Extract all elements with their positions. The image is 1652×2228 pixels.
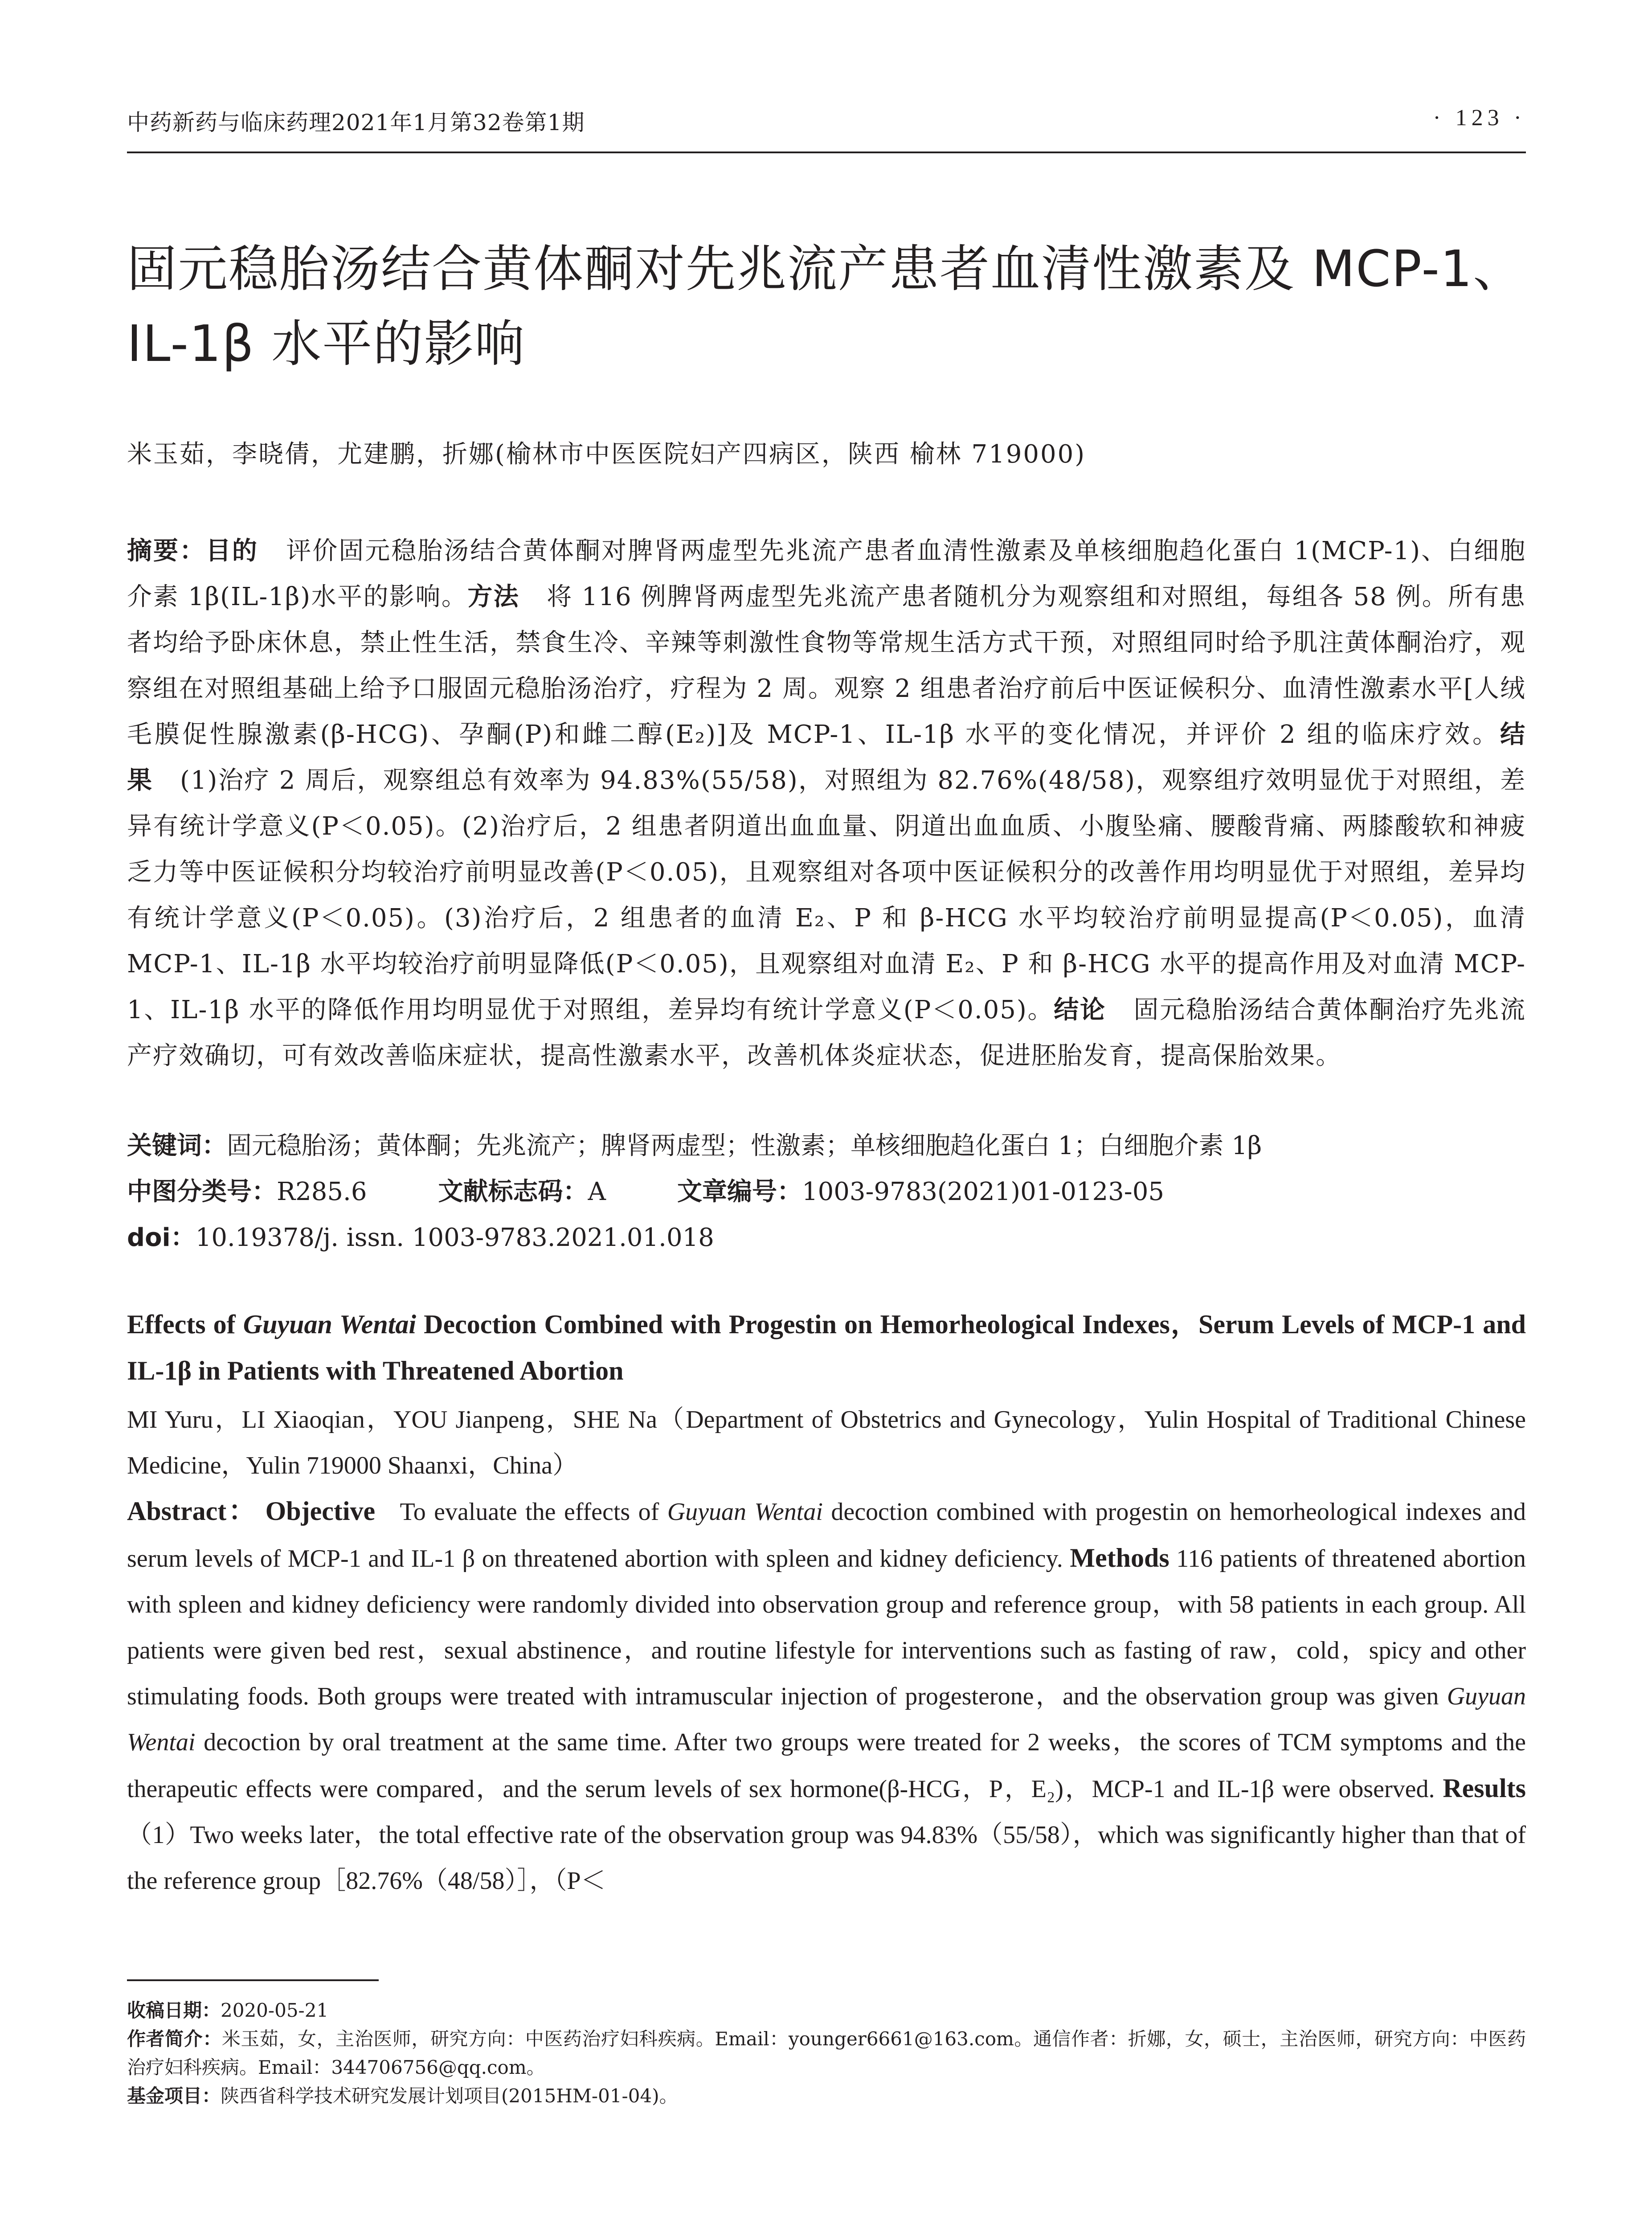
keywords-label: 关键词：: [127, 1131, 227, 1160]
abstract-en: [127, 1488, 1526, 1904]
funding: [127, 2082, 1526, 2110]
header-divider: [127, 152, 1526, 153]
journal-issue: 中药新药与临床药理2021年1月第32卷第1期: [127, 110, 585, 135]
doi-value: 10.19378/j. issn. 1003-9783.2021.01.018: [195, 1223, 714, 1252]
article-no-label: 文章编号：: [677, 1177, 802, 1206]
abstract-en-label: Abstract：: [127, 1496, 258, 1526]
conclusion-text: 固元稳胎汤结合黄体酮治疗先兆流产疗效确切，可有效改善临床症状，提高性激素水平，改善机体炎症状态，促进胚胎发育，提高保胎效果。: [127, 995, 1526, 1070]
results-label: 结果: [127, 720, 1526, 795]
methods-en-italic: Guyuan Wentai: [127, 1683, 1526, 1756]
bio-label: 作者简介：: [127, 2028, 222, 2050]
methods-text: 将 116 例脾肾两虚型先兆流产患者随机分为观察组和对照组，每组各 58 例。所有患者均给予卧床休息，禁止性生活，禁食生冷、辛辣等刺激性食物等常规生活方式干预，对照组同时给予肌注黄体酮治疗，观察组在对照组基础上给予口服固元稳胎汤治疗，疗程为 2 周。观察 2 组患者治疗前后中医证候积分、血清性激素水平[人绒毛膜促性腺激素(β-HCG)、孕酮(P)和雌二醇(E₂)]及 MCP-1、IL-1β 水平的变化情况，并评价 2 组的临床疗效。: [127, 582, 1526, 749]
objective-en-b: decoction combined with progestin on hemorheological indexes and serum levels of MCP-1 and IL-1 β on threatened abortion with spleen and kidney deficiency.: [127, 1498, 1526, 1573]
results-text: (1)治疗 2 周后，观察组总有效率为 94.83%(55/58)，对照组为 82.76%(48/58)，观察组疗效明显优于对照组，差异有统计学意义(P＜0.05)。(2)治疗后，2 组患者阴道出血血量、阴道出血血质、小腹坠痛、腰酸背痛、两膝酸软和神疲乏力等中医证候积分均较治疗前明显改善(P＜0.05)，且观察组对各项中医证候积分的改善作用均明显优于对照组，差异均有统计学意义(P＜0.05)。(3)治疗后，2 组患者的血清 E₂、P 和 β-HCG 水平均较治疗前明显提高(P＜0.05)，血清 MCP-1、IL-1β 水平均较治疗前明显降低(P＜0.05)，且观察组对血清 E₂、P 和 β-HCG 水平的提高作用及对血清 MCP-1、IL-1β 水平的降低作用均明显优于对照组，差异均有统计学意义(P＜0.05)。: [127, 766, 1526, 1024]
methods-en-label: Methods: [1070, 1543, 1169, 1573]
title-en-part1: Effects of: [127, 1310, 243, 1339]
fund-label: 基金项目：: [127, 2085, 221, 2107]
received-value: 2020-05-21: [221, 1999, 329, 2021]
footnotes: [127, 1996, 1526, 2110]
clc-label: 中图分类号：: [127, 1177, 277, 1206]
received-date: [127, 1996, 1526, 2025]
abstract-label: 摘要：: [127, 537, 206, 565]
article-no-value: 1003-9783(2021)01-0123-05: [801, 1177, 1164, 1206]
author-bio: [127, 2025, 1526, 2082]
keywords-line: [127, 1123, 1526, 1169]
abstract-cn: [127, 528, 1526, 1079]
doi-line: [127, 1215, 1526, 1261]
methods-en-b: decoction by oral treatment at the same time. After two groups were treated for 2 weeks，the scores of TCM symptoms and the therapeutic effects were compared，and the serum levels of sex hormone(β-HCG，P，E₂)，MCP-1 and IL-1β were observed.: [127, 1728, 1526, 1803]
title-line-1: 固元稳胎汤结合黄体酮对先兆流产患者血清性激素及 MCP-1、: [127, 240, 1524, 298]
objective-text: 评价固元稳胎汤结合黄体酮对脾肾两虚型先兆流产患者血清性激素及单核细胞趋化蛋白 1(MCP-1)、白细胞介素 1β(IL-1β)水平的影响。: [127, 537, 1526, 611]
classification-line: [127, 1169, 1526, 1215]
methods-en-a: 116 patients of threatened abortion with spleen and kidney deficiency were randomly divided into observation group and reference group，with 58 patients in each group. All patients were given bed rest，sexual abstinence，and routine lifestyle for interventions such as fasting of raw，cold，spicy and other stimulating foods. Both groups were treated with intramuscular injection of progesterone，and the observation group was given: [127, 1545, 1526, 1710]
authors-cn: 米玉茹，李晓倩，尤建鹏，折娜(榆林市中医医院妇产四病区，陕西 榆林 719000): [127, 440, 1086, 469]
results-en-text: （1）Two weeks later，the total effective rate of the observation group was 94.83%（55/58），which was significantly higher than that of the reference group［82.76%（48/58）］，（P＜: [127, 1821, 1526, 1895]
running-header: [127, 105, 1526, 145]
received-label: 收稿日期：: [127, 1999, 221, 2021]
page-number: · 123 ·: [1433, 105, 1526, 131]
title-en-italic: Guyuan Wentai: [243, 1310, 417, 1339]
article-title-en: [127, 1301, 1526, 1394]
title-en-part2: Decoction Combined with Progestin on Hemorheological Indexes，Serum Levels of MCP-1 and IL-1β in Patients with Threatened Abortion: [127, 1310, 1526, 1385]
bio-text: 米玉茹，女，主治医师，研究方向：中医药治疗妇科疾病。Email：younger6661@163.com。通信作者：折娜，女，硕士，主治医师，研究方向：中医药治疗妇科疾病。Email：344706756@qq.com。: [127, 2028, 1526, 2078]
doc-code-label: 文献标志码：: [438, 1177, 588, 1206]
doi-label: doi：: [127, 1223, 196, 1252]
footnote-divider: [127, 1979, 379, 1981]
objective-en-italic: Guyuan Wentai: [667, 1498, 823, 1526]
conclusion-label: 结论: [1054, 995, 1106, 1024]
results-en-label: Results: [1443, 1773, 1526, 1803]
doc-code-value: A: [588, 1177, 606, 1206]
objective-label: 目的: [205, 537, 258, 565]
article-title-cn: [127, 232, 1530, 381]
keywords-text: 固元稳胎汤；黄体酮；先兆流产；脾肾两虚型；性激素；单核细胞趋化蛋白 1；白细胞介素 1β: [227, 1131, 1262, 1160]
title-line-2: IL-1β 水平的影响: [127, 315, 526, 373]
objective-en-label: Objective: [265, 1496, 376, 1526]
methods-label: 方法: [467, 582, 520, 611]
authors-en: MI Yuru，LI Xiaoqian，YOU Jianpeng，SHE Na（Department of Obstetrics and Gynecology，Yulin Hospital of Traditional Chinese Medicine，Yulin 719000 Shaanxi，China）: [127, 1406, 1526, 1479]
objective-en-a: To evaluate the effects of: [400, 1498, 667, 1526]
fund-text: 陕西省科学技术研究发展计划项目(2015HM-01-04)。: [221, 2085, 678, 2107]
clc-value: R285.6: [277, 1177, 367, 1206]
